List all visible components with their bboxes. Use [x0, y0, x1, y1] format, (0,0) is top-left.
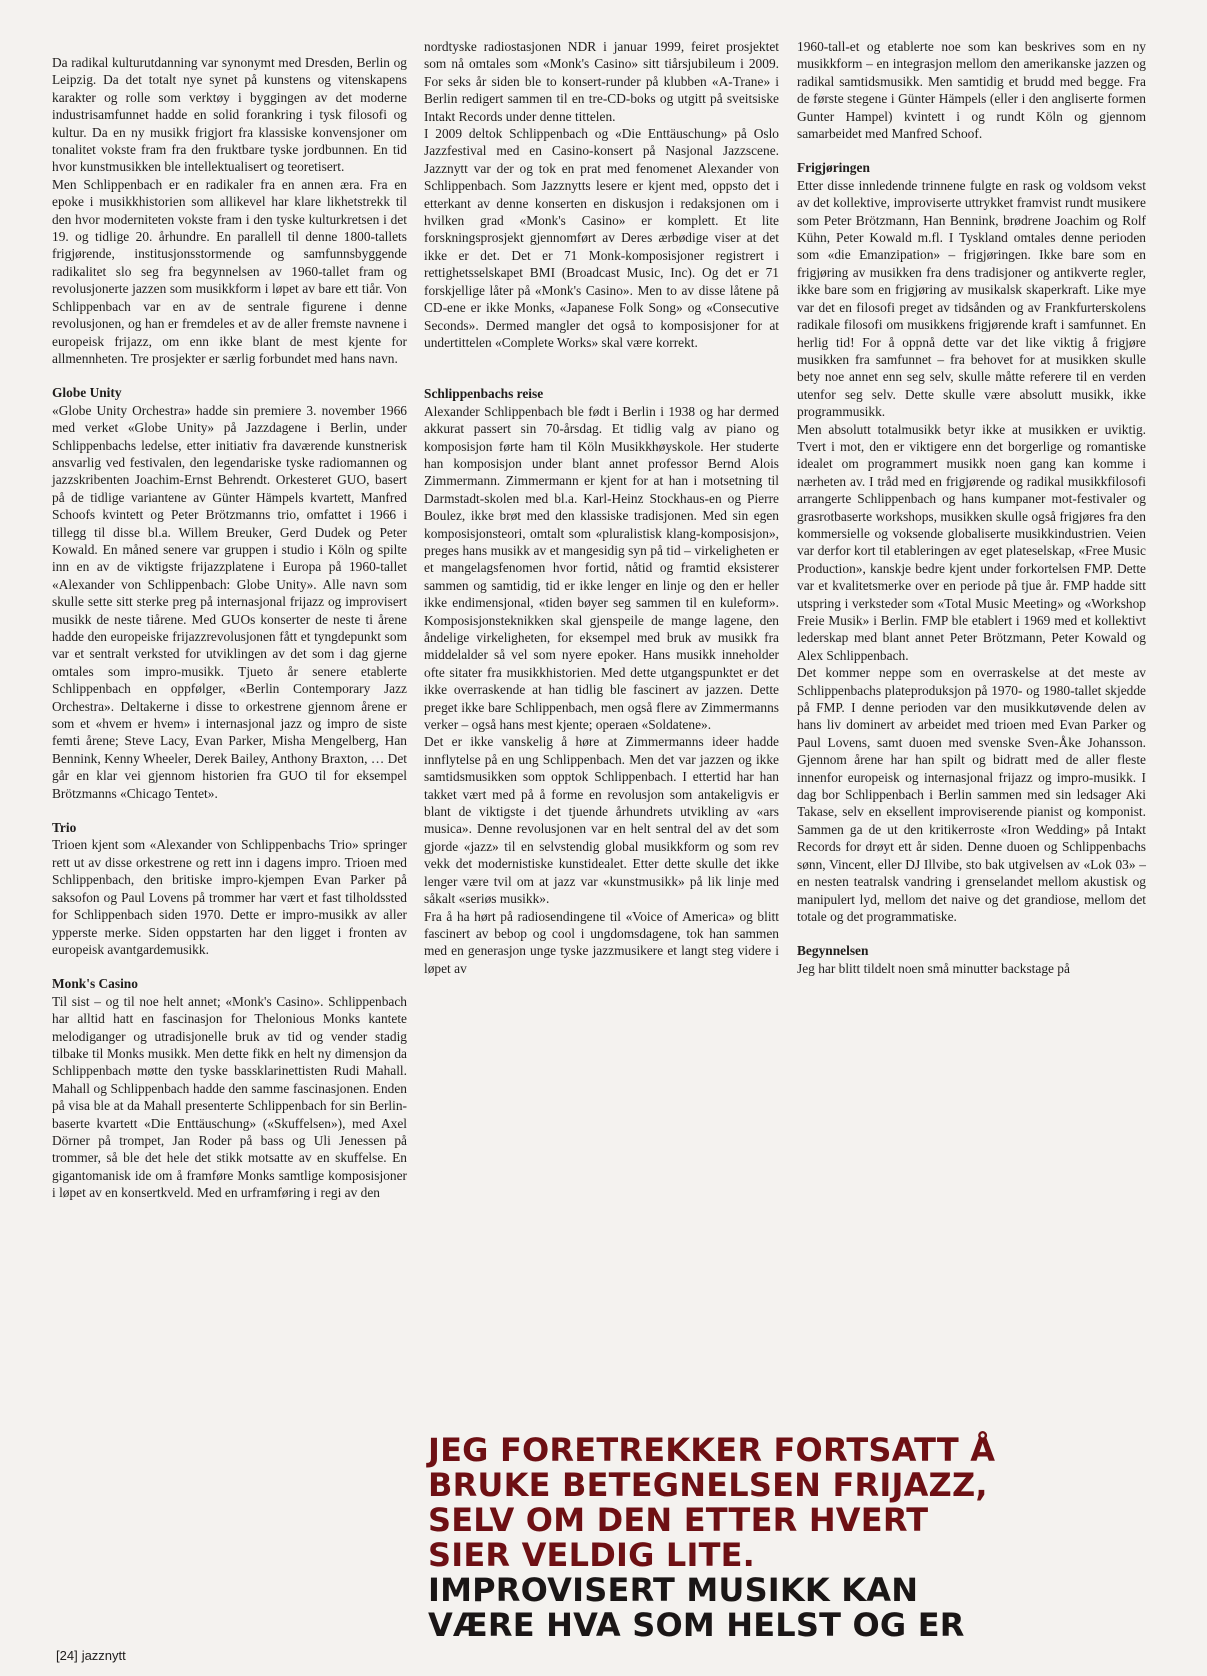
pull-quote-line: IMPROVISERT MUSIKK KAN [428, 1571, 919, 1609]
section-heading-monks-casino: Monk's Casino [52, 976, 138, 992]
article-column-2 [424, 38, 779, 977]
pull-quote [428, 1433, 1148, 1643]
paragraph: I 2009 deltok Schlippenbach og «Die Enttäuschung» på Oslo Jazzfestival med en Casino-konsert på Nasjonal Jazzscene. Jazznytt var der og tok en prat med fenomenet Alexander von Schlippenbach. Som Jazznytts lesere er kjent med, oppsto det i etterkant av denne konserten en diskusjon i redaksjonen om i hvilken grad «Monk's Casino» er komplett. Et lite forskningsprosjekt gjennomført av Deres ærbødige viser at det ikke er det. Det er 71 Monk-komposisjoner registrert i rettighetsselskapet BMI (Broadcast Music, Inc). Og det er 71 forskjellige låter på «Monk's Casino». Men to av disse låtene på CD-ene er ikke Monks, «Japanese Folk Song» og «Consecutive Seconds». Dermed mangler det også to komposisjoner for at undertittelen «Complete Works» skal være korrekt. [424, 126, 779, 350]
paragraph: Trioen kjent som «Alexander von Schlippenbachs Trio» springer rett ut av disse orkestrene og rett inn i dagens impro. Trioen med Schlippenbach, den britiske impro-kjempen Evan Parker på saksofon og Paul Lovens på trommer har vært et fast tilholdssted for Schlippenbach siden 1970. Dette er impro-musikk av aller ypperste merke. Siden oppstarten har den ligget i fronten av europeisk avantgardemusikk. [52, 837, 407, 957]
pull-quote-line: BRUKE BETEGNELSEN FRIJAZZ, [428, 1466, 988, 1504]
page-footer [56, 1648, 126, 1663]
paragraph: Men Schlippenbach er en radikaler fra en annen æra. Fra en epoke i musikkhistorien som allikevel har klare likhetstrekk til den hvor moderniteten vokste fram i den tyske kulturkretsen i det 19. og tidlige 20. århundre. En parallell til denne 1800-tallets frigjørende, institusjonsstormende og samfunnsbyggende radikalitet slo seg fra begynnelsen av 1960-tallet fram og revolusjonerte jazzen som musikkform i løpet av bare ett tiår. Von Schlippenbach var en av de sentrale figurene i denne revolusjonen, og han er fremdeles et av de aller fremste navnene i europeisk frijazz, om enn ikke blant de mest kjente for allmennheten. Tre prosjekter er særlig forbundet med hans navn. [52, 176, 407, 366]
paragraph: Da radikal kulturutdanning var synonymt med Dresden, Berlin og Leipzig. Da det totalt nye synet på kunstens og vitenskapens karakter og rolle som verktøy i byggingen av det moderne industrisamfunnet hadde en solid forankring i tysk filosofi og kultur. Da en ny musikk frigjort fra klassiske konvensjoner om tonalitet vokste fram fra den fruktbare tyske jordbunnen. En tid hvor kunstmusikken ble intellektualisert og teoretisert. [52, 55, 407, 175]
pull-quote-line: SIER VELDIG LITE. [428, 1536, 756, 1574]
article-column-3 [797, 38, 1146, 977]
section-heading-globe-unity: Globe Unity [52, 385, 122, 401]
page-number: [24] [56, 1648, 78, 1663]
paragraph: Til sist – og til noe helt annet; «Monk's Casino». Schlippenbach har alltid hatt en fascinasjon for Thelonious Monks kantete melodiganger og utradisjonelle bruk av tid og vender stadig tilbake til Monks musikk. Men dette fikk en helt ny dimensjon da Schlippenbach møtte den tyske bassklarinettisten Rudi Mahall. Mahall og Schlippenbach hadde den samme fascinasjonen. Enden på visa ble at da Mahall presenterte Schlippenbach for sin Berlin-baserte kvartett «Die Enttäuschung» («Skuffelsen»), med Axel Dörner på trompet, Jan Roder på bass og Uli Jenessen på trommer, så ble det hele det stikk motsatte av en skuffelse. En gigantomanisk ide om å framføre Monks samtlige komposisjoner i løpet av en konsertkveld. Med en urframføring i regi av den [52, 993, 407, 1201]
paragraph: «Globe Unity Orchestra» hadde sin premiere 3. november 1966 med verket «Globe Unity» på Jazzdagene i Berlin, under Schlippenbachs ledelse, etter initiativ fra daværende kunstnerisk ansvarlig ved festivalen, den legendariske tyske radiomannen og jazzskribenten Joachim-Ernst Behrendt. Orkesteret GUO, basert på de tidlige variantene av Günter Hämpels kvartett, Manfred Schoofs kvintett og Peter Brötzmanns trio, omfattet i 1966 i tillegg til disse bl.a. Willem Breuker, Gerd Dudek og Peter Kowald. En måned senere var gruppen i studio i Köln og spilte inn en av de viktigste frijazzplatene i Europa på 1960-tallet «Alexander von Schlippenbach: Globe Unity». Alle navn som skulle sette sitt sterke preg på internasjonal frijazz og improvisert musikk de neste tiårene. Med GUOs konserter de neste ti årene hadde den europeiske frijazzrevolusjonen fått et tyngdepunkt som var et sentralt verksted for utviklingen av det som i dag gjerne omtales som impro-musikk. Tjueto år senere etablerte Schlippenbach en oppfølger, «Berlin Contemporary Jazz Orchestra». Deltakerne i disse to orkestrene gjennom årene er som et «hvem er hvem» i internasjonal jazz og impro de siste femti årene; Steve Lacy, Evan Parker, Misha Mengelberg, Han Bennink, Kenny Wheeler, Derek Bailey, Anthony Braxton, … Det går en klar vei gjennom historien fra GUO til for eksempel Brötzmanns «Chicago Tentet». [52, 402, 407, 801]
paragraph: Fra å ha hørt på radiosendingene til «Voice of America» og blitt fascinert av bebop og cool i ungdomsdagene, tok han sammen med en generasjon unge tyske jazzmusikere et langt steg videre i løpet av [424, 908, 779, 976]
section-heading-frigjoringen: Frigjøringen [797, 160, 870, 176]
magazine-name: jazznytt [81, 1648, 126, 1663]
paragraph: Det kommer neppe som en overraskelse at det meste av Schlippenbachs plateproduksjon på 1970- og 1980-tallet skjedde på FMP. I denne perioden var den musikkutøvende delen av hans liv dominert av arbeidet med trioen med Evan Parker og Paul Lovens, samt duoen med svenske Sven-Åke Johansson. Gjennom årene har han spilt og bidratt med de aller fleste innenfor europeisk og internasjonal frijazz og impro-musikk. I dag bor Schlippenbach i Berlin sammen med sin ledsager Aki Takase, selv en eksellent improviserende pianist og komponist. Sammen ga de ut den kritikerroste «Iron Wedding» på Intakt Records for drøyt ett år siden. Denne duoen og Schlippenbachs sønn, Vincent, eller DJ Illvibe, sto bak utgivelsen av «Lok 03» – en nesten teatralsk vandring i grenselandet mellom akustisk og manipulert lyd, mellom det naive og det grandiose, mellom det totale og det programmatiske. [797, 665, 1146, 924]
pull-quote-line: JEG FORETREKKER FORTSATT Å [428, 1431, 996, 1469]
paragraph: Men absolutt totalmusikk betyr ikke at musikken er uviktig. Tvert i mot, den er viktigere enn det borgerlige og romantiske idealet om programmert musikk noen gang kan komme i nærheten av. I tråd med en frigjørende og radikal musikkfilosofi arrangerte Schlippenbach og hans kumpaner mot-festivaler og grasrotbaserte workshops, musikken skulle også frigjøres fra den kommersielle og voksende globaliserte musikkindustrien. Veien var derfor kort til etableringen av eget plateselskap, «Free Music Production», kanskje bedre kjent under forkortelsen FMP. Dette var et kvalitetsmerke over en periode på tjue år. FMP hadde sitt utspring i verksteder som «Total Music Meeting» og «Workshop Freie Musik» i Berlin. FMP ble etablert i 1969 med et kollektivt lederskap med blant annet Peter Brötzmann, Peter Kowald og Alex Schlippenbach. [797, 421, 1146, 663]
paragraph: 1960-tall-et og etablerte noe som kan beskrives som en ny musikkform – en integrasjon mellom den amerikanske jazzen og radikal samtidsmusikk. Men samtidig et brudd med begge. Fra de første stegene i Günter Hämpels (eller i den angliserte formen Gunter Hampel) kvintett i og rundt Köln og gjennom samarbeidet med Manfred Schoof. [797, 39, 1146, 142]
paragraph: Alexander Schlippenbach ble født i Berlin i 1938 og har dermed akkurat passert sin 70-årsdag. Et tidlig valg av piano og komposisjon førte ham til Köln Musikkhøyskole. Her studerte han komposisjon under blant annet professor Bernd Alois Zimmermann. Zimmermann er kjent for at han i motsetning til Darmstadt-skolen med bl.a. Karl-Heinz Stockhaus-en og Pierre Boulez, ikke brøt med den klassiske tradisjonen. Med sin egen komposisjonsteori, omtalt som «pluralistisk klang-komposisjon», preges hans musikk av et mangesidig syn på tid – virkeligheten er et mangelagsfenomen hvor fortid, nåtid og framtid eksisterer sammen og samtidig, tid er ikke lenger en linje og den er heller ikke endimensjonal, «tiden bøyer seg sammen til en kuleform». Komposisjonsteknikken skal gjenspeile de mange lagene, den åndelige virkeligheten, for eksempel med bruk av musikk fra middelalder så vel som nyere epoker. Hans musikk inneholder ofte sitater fra musikkhistorien. Med dette utgangspunktet er det ikke overraskende at han tidlig ble fascinert av jazzen. Dette preget ikke bare Schlippenbach, men også flere av Zimmermanns verker – også hans mest kjente; operaen «Soldatene». [424, 403, 779, 733]
section-heading-begynnelsen: Begynnelsen [797, 943, 869, 959]
paragraph: nordtyske radiostasjonen NDR i januar 1999, feiret prosjektet som nå omtales som «Monk's Casino» sitt tiårsjubileum i 2009. For seks år siden ble to konsert-runder på klubben «A-Trane» i Berlin redigert sammen til en tre-CD-boks og utgitt på sveitsiske Intakt Records under denne tittelen. [424, 39, 779, 124]
paragraph: Det er ikke vanskelig å høre at Zimmermanns ideer hadde innflytelse på en ung Schlippenbach. Men det var jazzen og ikke samtidsmusikken som opptok Schlippenbach. I ettertid har han takket vært med på å forme en revolusjon som antakeligvis er blant de viktigste i det tjuende århundrets utvikling av «ars musica». Denne revolusjonen var en helt sentral del av det som gjorde «jazz» til en selvstendig global musikkform og som rev vekk det modernistiske kunstidealet. Etter dette skulle det ikke lenger være tvil om at jazz var «kunstmusikk» på lik linje med såkalt «seriøs musikk». [424, 734, 779, 907]
paragraph: Jeg har blitt tildelt noen små minutter backstage på [797, 960, 1070, 976]
article-column-1 [52, 54, 407, 1202]
section-heading-schlippenbachs-reise: Schlippenbachs reise [424, 386, 544, 402]
pull-quote-line: SELV OM DEN ETTER HVERT [428, 1501, 929, 1539]
pull-quote-line: VÆRE HVA SOM HELST OG ER [428, 1606, 965, 1644]
paragraph: Etter disse innledende trinnene fulgte en rask og voldsom vekst av det kollektive, improviserte uttrykket framvist rundt musikere som Peter Brötzmann, Han Bennink, brødrene Joachim og Rolf Kühn, Peter Kowald m.fl. I Tyskland omtales denne perioden som «die Emanzipation» – frigjøringen. Ikke bare som en frigjøring av musikken fra dens tradisjoner og antikverte regler, ikke bare som en frigjøring av musikalsk skaperkraft. Like mye var det en filosofi preget av tidsånden og av Frankfurterskolens radikale filosofi om musikkens frigjørende kraft i samfunnet. En herlig tid! For å oppnå dette var det like viktig å frigjøre musikken fra samfunnet – fra behovet for at musikken skulle bety noe annet enn seg selv, skulle måtte referere til en verden utenfor seg selv. Dette skulle være absolutt musikk, ikke programmusikk. [797, 177, 1146, 420]
section-heading-trio: Trio [52, 820, 77, 836]
